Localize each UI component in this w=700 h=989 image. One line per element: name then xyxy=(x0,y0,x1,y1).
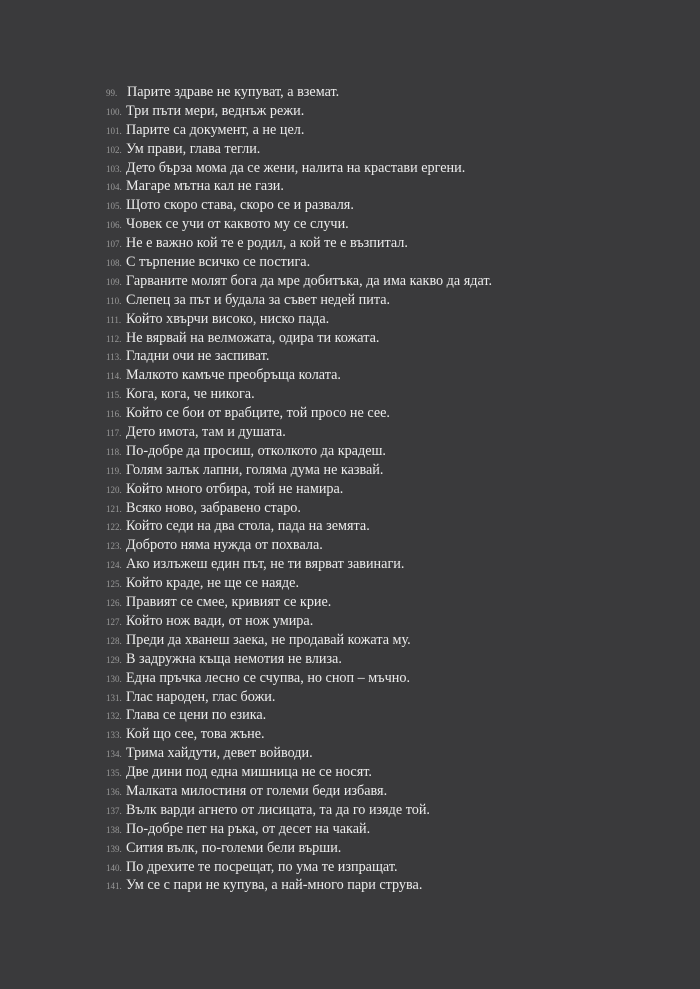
proverb-number: 100. xyxy=(106,106,122,117)
proverb-text: Парите са документ, а не цел. xyxy=(126,121,305,138)
proverb-item xyxy=(106,820,686,839)
proverb-text: По-добре пет на ръка, от десет на чакай. xyxy=(126,820,371,837)
proverb-item xyxy=(106,499,686,518)
proverb-text: Ако излъжеш един път, не ти вярват завинаги. xyxy=(126,556,405,573)
proverb-text: Три пъти мери, веднъж режи. xyxy=(126,102,305,119)
proverb-text: Две дини под една мишница не се носят. xyxy=(126,764,372,781)
proverb-item xyxy=(106,83,686,102)
proverb-number: 139. xyxy=(106,843,122,854)
proverb-item xyxy=(106,461,686,480)
proverb-number: 129. xyxy=(106,654,122,665)
proverb-item xyxy=(106,763,686,782)
proverb-text: Трима хайдути, девет войводи. xyxy=(126,745,313,762)
proverb-item xyxy=(106,725,686,744)
proverb-number: 120. xyxy=(106,484,122,495)
proverb-number: 130. xyxy=(106,673,122,684)
proverb-text: Който нож вади, от нож умира. xyxy=(126,612,314,629)
proverb-text: Дето бърза мома да се жени, налита на крастави ергени. xyxy=(126,159,466,176)
proverb-text: Не е важно кой те е родил, а кой те е възпитал. xyxy=(126,235,408,252)
proverb-number: 99. xyxy=(106,88,118,98)
proverb-number: 138. xyxy=(106,824,122,835)
proverb-text: Щото скоро става, скоро се и разваля. xyxy=(126,197,354,214)
proverb-number: 118. xyxy=(106,446,122,457)
proverb-item xyxy=(106,272,686,291)
proverb-number: 135. xyxy=(106,768,122,779)
proverb-text: По-добре да просиш, отколкото да крадеш. xyxy=(126,442,386,459)
proverb-item xyxy=(106,536,686,555)
proverb-item xyxy=(106,442,686,461)
proverb-text: Гладни очи не заспиват. xyxy=(126,348,270,365)
proverb-text: Гарваните молят бога да мре добитъка, да има какво да ядат. xyxy=(126,272,493,289)
proverb-number: 103. xyxy=(106,163,122,174)
proverb-item xyxy=(106,253,686,272)
proverb-item xyxy=(106,555,686,574)
proverb-text: Не вярвай на велможата, одира ти кожата. xyxy=(126,329,380,346)
proverb-number: 117. xyxy=(106,428,122,439)
proverb-item xyxy=(106,574,686,593)
proverb-item xyxy=(106,593,686,612)
proverb-text: Кога, кога, че никога. xyxy=(126,386,255,403)
proverb-number: 107. xyxy=(106,239,122,250)
proverb-text: Една пръчка лесно се счупва, но сноп – мъчно. xyxy=(126,669,410,686)
proverb-text: Правият се смее, кривият се крие. xyxy=(126,594,332,611)
proverb-number: 114. xyxy=(106,371,122,382)
proverb-text: Който хвърчи високо, ниско пада. xyxy=(126,310,330,327)
proverb-number: 111. xyxy=(106,314,122,325)
proverb-number: 106. xyxy=(106,220,122,231)
proverb-list xyxy=(106,83,686,895)
proverb-item xyxy=(106,688,686,707)
proverb-number: 115. xyxy=(106,390,122,401)
proverb-item xyxy=(106,517,686,536)
proverb-text: Глас народен, глас божи. xyxy=(126,688,276,705)
proverb-number: 108. xyxy=(106,258,122,269)
proverb-text: Който седи на два стола, пада на земята. xyxy=(126,518,370,535)
proverb-item xyxy=(106,385,686,404)
proverb-text: Дето имота, там и душата. xyxy=(126,424,286,441)
proverb-item xyxy=(106,858,686,877)
proverb-item xyxy=(106,140,686,159)
proverb-item xyxy=(106,801,686,820)
proverb-item xyxy=(106,839,686,858)
proverb-text: Парите здраве не купуват, а вземат. xyxy=(127,84,340,100)
proverb-number: 116. xyxy=(106,409,122,420)
proverb-text: По дрехите те посрещат, по ума те изпращат. xyxy=(126,858,398,875)
proverb-number: 105. xyxy=(106,201,122,212)
proverb-text: Който се бои от врабците, той просо не сее. xyxy=(126,405,390,422)
proverb-number: 110. xyxy=(106,295,122,306)
proverb-text: Всяко ново, забравено старо. xyxy=(126,499,301,516)
proverb-text: Който краде, не ще се наяде. xyxy=(126,575,299,592)
proverb-number: 126. xyxy=(106,598,122,609)
proverb-number: 137. xyxy=(106,805,122,816)
proverb-item xyxy=(106,423,686,442)
proverb-text: Голям залък лапни, голяма дума не казвай. xyxy=(126,461,384,478)
proverb-item xyxy=(106,121,686,140)
proverb-number: 131. xyxy=(106,692,122,703)
proverb-item xyxy=(106,215,686,234)
proverb-number: 128. xyxy=(106,635,122,646)
proverb-text: Който много отбира, той не намира. xyxy=(126,480,344,497)
proverb-number: 136. xyxy=(106,786,122,797)
proverb-number: 113. xyxy=(106,352,122,363)
proverb-item xyxy=(106,159,686,178)
proverb-item xyxy=(106,876,686,895)
proverb-text: Вълк варди агнето от лисицата, та да го изяде той. xyxy=(126,801,430,818)
proverb-number: 123. xyxy=(106,541,122,552)
proverb-item xyxy=(106,177,686,196)
proverb-number: 140. xyxy=(106,862,122,873)
proverb-number: 122. xyxy=(106,522,122,533)
proverb-number: 134. xyxy=(106,749,122,760)
proverb-text: Човек се учи от каквото му се случи. xyxy=(126,216,349,233)
proverb-number: 125. xyxy=(106,579,122,590)
proverb-item xyxy=(106,310,686,329)
proverb-text: С търпение всичко се постига. xyxy=(126,254,311,271)
proverb-number: 102. xyxy=(106,144,122,155)
proverb-number: 132. xyxy=(106,711,122,722)
proverb-number: 127. xyxy=(106,616,122,627)
proverb-text: Малката милостиня от големи беди избавя. xyxy=(126,782,388,799)
proverb-item xyxy=(106,347,686,366)
proverb-text: Слепец за път и будала за съвет недей пита. xyxy=(126,291,391,308)
proverb-number: 141. xyxy=(106,881,122,892)
proverb-text: Ум се с пари не купува, а най-много пари струва. xyxy=(126,877,423,894)
proverb-item xyxy=(106,669,686,688)
proverb-number: 109. xyxy=(106,276,122,287)
proverb-item xyxy=(106,744,686,763)
proverb-text: Преди да хванеш заека, не продавай кожата му. xyxy=(126,631,411,648)
proverb-item xyxy=(106,291,686,310)
proverb-item xyxy=(106,631,686,650)
proverb-text: Магаре мътна кал не гази. xyxy=(126,178,284,195)
proverb-text: Малкото камъче преобръща колата. xyxy=(126,367,341,384)
proverb-text: Сития вълк, по-големи бели върши. xyxy=(126,839,342,856)
proverb-number: 101. xyxy=(106,125,122,136)
proverb-text: Ум прави, глава тегли. xyxy=(126,140,261,157)
proverb-item xyxy=(106,782,686,801)
proverb-item xyxy=(106,480,686,499)
proverb-text: В задружна къща немотия не влиза. xyxy=(126,650,342,667)
proverb-item xyxy=(106,404,686,423)
proverb-text: Кой що сее, това жъне. xyxy=(126,726,265,743)
proverb-item xyxy=(106,196,686,215)
proverb-item xyxy=(106,329,686,348)
proverb-item xyxy=(106,706,686,725)
proverb-text: Доброто няма нужда от похвала. xyxy=(126,537,323,554)
proverb-item xyxy=(106,102,686,121)
proverb-number: 112. xyxy=(106,333,122,344)
proverb-item xyxy=(106,366,686,385)
proverb-number: 121. xyxy=(106,503,122,514)
proverb-item xyxy=(106,650,686,669)
proverb-number: 119. xyxy=(106,465,122,476)
proverb-number: 133. xyxy=(106,730,122,741)
proverb-text: Глава се цени по езика. xyxy=(126,707,267,724)
proverb-number: 104. xyxy=(106,182,122,193)
proverb-item xyxy=(106,612,686,631)
proverb-number: 124. xyxy=(106,560,122,571)
proverb-item xyxy=(106,234,686,253)
